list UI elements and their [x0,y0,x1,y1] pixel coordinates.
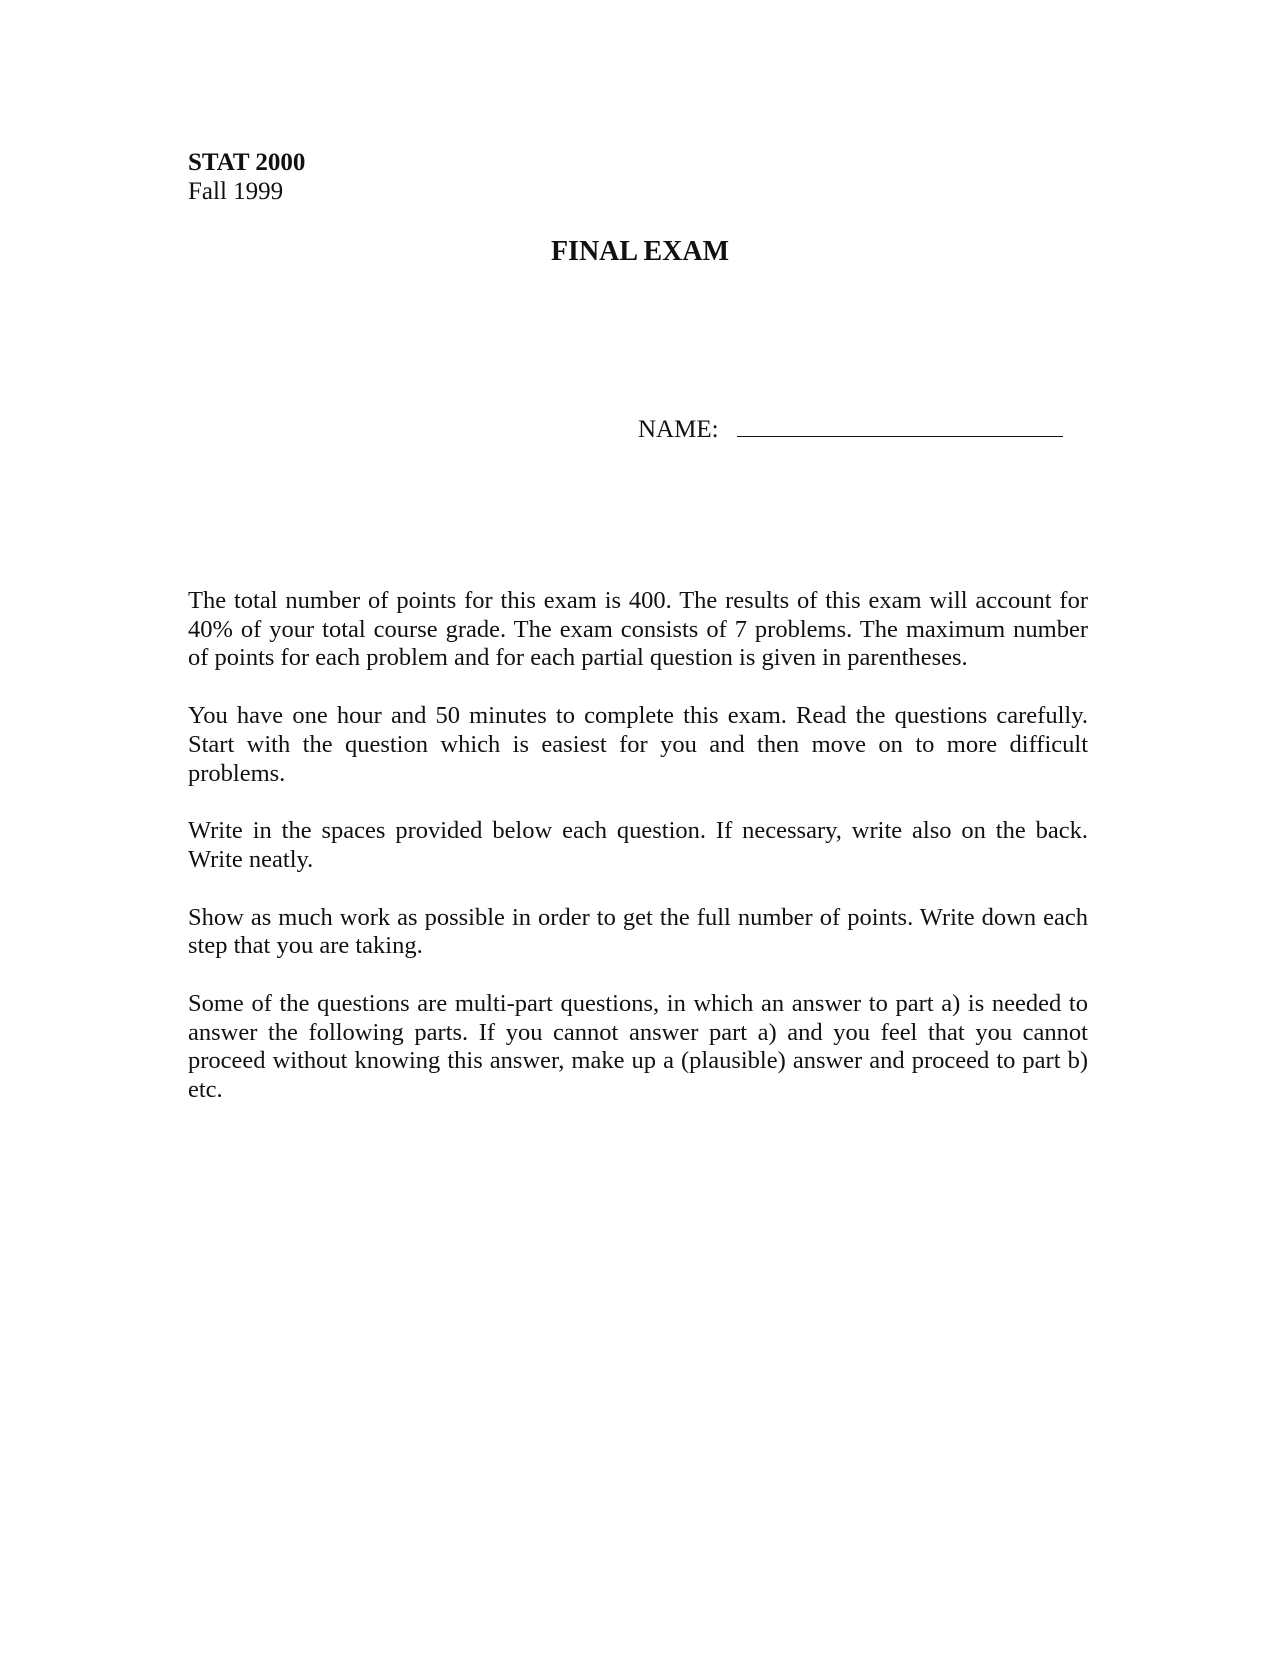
name-label: NAME: [638,416,719,443]
instruction-paragraph: Write in the spaces provided below each question. If necessary, write also on the back. Write neatly. [188,817,1088,873]
instructions [188,587,1088,1134]
instruction-paragraph: Some of the questions are multi-part questions, in which an answer to part a) is needed to answer the following parts. If you cannot answer part a) and you feel that you cannot proceed without knowing this answer, make up a (plausible) answer and proceed to part b) etc. [188,990,1088,1104]
instruction-paragraph: You have one hour and 50 minutes to complete this exam. Read the questions carefully. Start with the question which is easiest for you and then move on to more difficult problems. [188,702,1088,787]
name-blank-line [737,412,1063,437]
course-term: Fall 1999 [188,178,284,205]
instruction-paragraph: The total number of points for this exam is 400. The results of this exam will account for 40% of your total course grade. The exam consists of 7 problems. The maximum number of points for each problem and for each partial question is given in parentheses. [188,587,1088,672]
course-code: STAT 2000 [188,149,306,176]
exam-title: FINAL EXAM [550,236,730,267]
instruction-paragraph: Show as much work as possible in order to get the full number of points. Write down each step that you are taking. [188,903,1088,960]
name-row [638,412,1063,445]
